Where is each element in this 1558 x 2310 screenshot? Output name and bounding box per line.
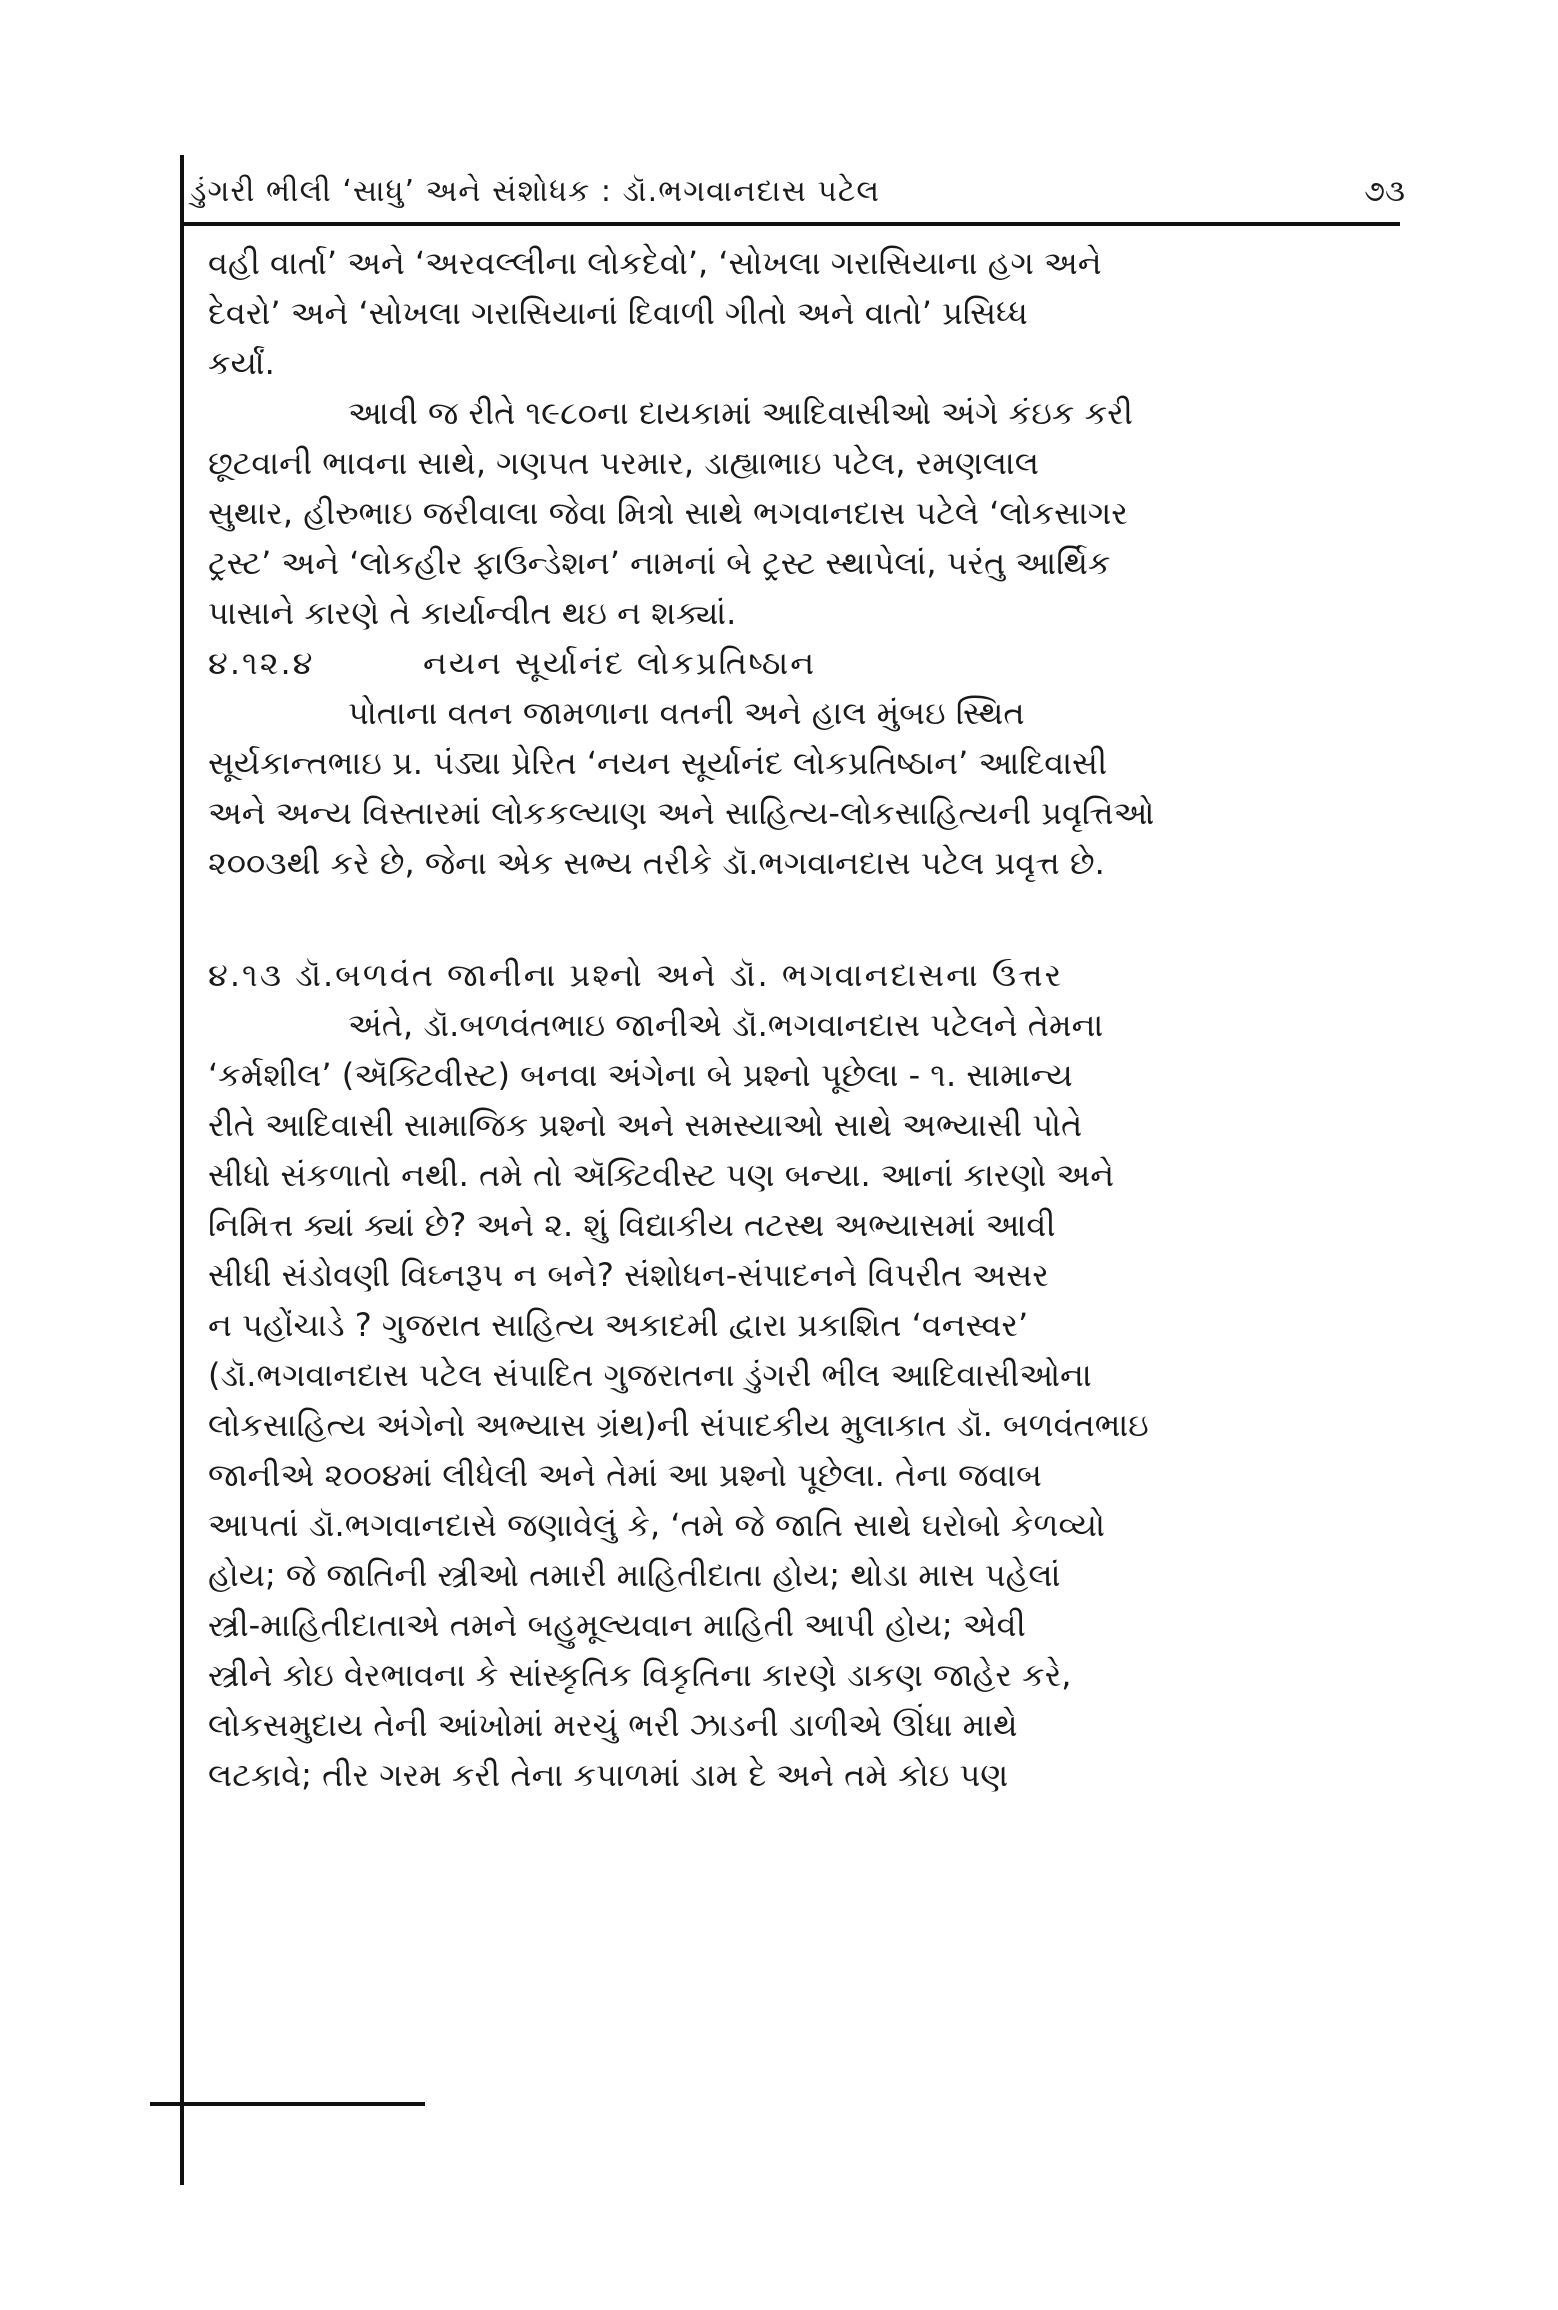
- text-line: રીતે આદિવાસી સામાજિક પ્રશ્નો અને સમસ્યાઓ સાથે અભ્યાસી પોતે: [208, 1106, 1083, 1144]
- section-heading-4-13: ૪.૧૩ ડૉ.બળવંત જાનીના પ્રશ્નો અને ડૉ. ભગવાનદાસના ઉત્તર: [208, 956, 1064, 994]
- header-rule: [180, 222, 1400, 226]
- text-line: સીધી સંડોવણી વિઘ્નરૂપ ન બને? સંશોધન-સંપાદનને વિપરીત અસર: [208, 1256, 1049, 1294]
- text-line: નિમિત્ત ક્યાં ક્યાં છે? અને ૨. શું વિદ્યાકીય તટસ્થ અભ્યાસમાં આવી: [208, 1206, 1056, 1244]
- text-line: સ્ત્રી-માહિતીદાતાએ તમને બહુમૂલ્યવાન માહિતી આપી હોય; એવી: [208, 1606, 1026, 1644]
- text-line: આપતાં ડૉ.ભગવાનદાસે જણાવેલું કે, ‘તમે જે જાતિ સાથે ઘરોબો કેળવ્યો: [208, 1506, 1105, 1544]
- paragraph-1: [208, 238, 1408, 388]
- text-line: હોય; જે જાતિની સ્ત્રીઓ તમારી માહિતીદાતા હોય; થોડા માસ પહેલાં: [208, 1556, 1061, 1594]
- text-line: સીધો સંકળાતો નથી. તમે તો ઍક્ટિવીસ્ટ પણ બન્યા. આનાં કારણો અને: [208, 1156, 1115, 1194]
- text-line: આવી જ રીતે ૧૯૮૦ના દાયકામાં આદિવાસીઓ અંગે કંઇક કરી: [348, 394, 1133, 432]
- text-line: ‘કર્મશીલ’ (ઍક્ટિવીસ્ટ) બનવા અંગેના બે પ્રશ્નો પૂછેલા - ૧. સામાન્ય: [208, 1056, 1073, 1094]
- section-number: ૪.૧૨.૪: [208, 644, 315, 682]
- running-header: [190, 168, 1405, 216]
- section-title: નયન સૂર્યાનંદ લોકપ્રતિષ્ઠાન: [423, 644, 817, 682]
- text-line: સૂર્યકાન્તભાઇ પ્ર. પંડ્યા પ્રેરિત ‘નયન સૂર્યાનંદ લોકપ્રતિષ્ઠાન’ આદિવાસી: [208, 744, 1108, 782]
- page-body: [208, 238, 1408, 1800]
- text-line: દેવરો’ અને ‘સોખલા ગરાસિયાનાં દિવાળી ગીતો અને વાતો’ પ્રસિધ્ધ: [208, 294, 1028, 332]
- paragraph-3: [208, 688, 1408, 888]
- text-line: સુથાર, હીરુભાઇ જરીવાલા જેવા મિત્રો સાથે ભગવાનદાસ પટેલે ‘લોકસાગર: [208, 494, 1128, 532]
- text-line: કર્યાં.: [208, 344, 275, 382]
- text-line: પાસાને કારણે તે કાર્યાન્વીત થઇ ન શક્યાં.: [208, 594, 737, 632]
- text-line: અને અન્ય વિસ્તારમાં લોકકલ્યાણ અને સાહિત્ય-લોકસાહિત્યની પ્રવૃત્તિઓ: [208, 794, 1155, 832]
- running-header-title: ડુંગરી ભીલી ‘સાધુ’ અને સંશોધક : ડૉ.ભગવાનદાસ પટેલ: [190, 174, 881, 209]
- paragraph-2: [208, 388, 1408, 638]
- text-line: લોકસમુદાય તેની આંખોમાં મરચું ભરી ઝાડની ડાળીએ ઊંધા માથે: [208, 1706, 1018, 1744]
- text-line: જાનીએ ૨૦૦૪માં લીધેલી અને તેમાં આ પ્રશ્નો પૂછેલા. તેના જવાબ: [208, 1456, 1042, 1494]
- text-line: ૨૦૦૩થી કરે છે, જેના એક સભ્ય તરીકે ડૉ.ભગવાનદાસ પટેલ પ્રવૃત્ત છે.: [208, 844, 1105, 882]
- paragraph-4: [208, 1000, 1408, 1800]
- text-line: અંતે, ડૉ.બળવંતભાઇ જાનીએ ડૉ.ભગવાનદાસ પટેલને તેમના: [348, 1006, 1104, 1044]
- footer-rule: [150, 2102, 425, 2106]
- page-number: ૭૩: [1364, 174, 1405, 209]
- text-line: છૂટવાની ભાવના સાથે, ગણપત પરમાર, ડાહ્યાભાઇ પટેલ, રમણલાલ: [208, 444, 1039, 482]
- section-spacer: [208, 888, 1408, 950]
- left-margin-rule: [180, 155, 184, 2185]
- text-line: ન પહોંચાડે ? ગુજરાત સાહિત્ય અકાદમી દ્વારા પ્રકાશિત ‘વનસ્વર’: [208, 1306, 1029, 1344]
- text-line: સ્ત્રીને કોઇ વેરભાવના કે સાંસ્કૃતિક વિકૃતિના કારણે ડાકણ જાહેર કરે,: [208, 1656, 1072, 1694]
- text-line: (ડૉ.ભગવાનદાસ પટેલ સંપાદિત ગુજરાતના ડુંગરી ભીલ આદિવાસીઓના: [208, 1356, 1092, 1394]
- text-line: ટ્રસ્ટ’ અને ‘લોકહીર ફાઉન્ડેશન’ નામનાં બે ટ્રસ્ટ સ્થાપેલાં, પરંતુ આર્થિક: [208, 544, 1111, 582]
- text-line: લટકાવે; તીર ગરમ કરી તેના કપાળમાં ડામ દે અને તમે કોઇ પણ: [208, 1756, 1009, 1794]
- text-line: વહી વાર્તા’ અને ‘અરવલ્લીના લોકદેવો’, ‘સોખલા ગરાસિયાના હગ અને: [208, 244, 1102, 282]
- section-heading-4-12-4: [208, 638, 1408, 688]
- text-line: પોતાના વતન જામળાના વતની અને હાલ મુંબઇ સ્થિત: [348, 694, 1025, 732]
- text-line: લોકસાહિત્ય અંગેનો અભ્યાસ ગ્રંથ)ની સંપાદકીય મુલાકાત ડૉ. બળવંતભાઇ: [208, 1406, 1149, 1444]
